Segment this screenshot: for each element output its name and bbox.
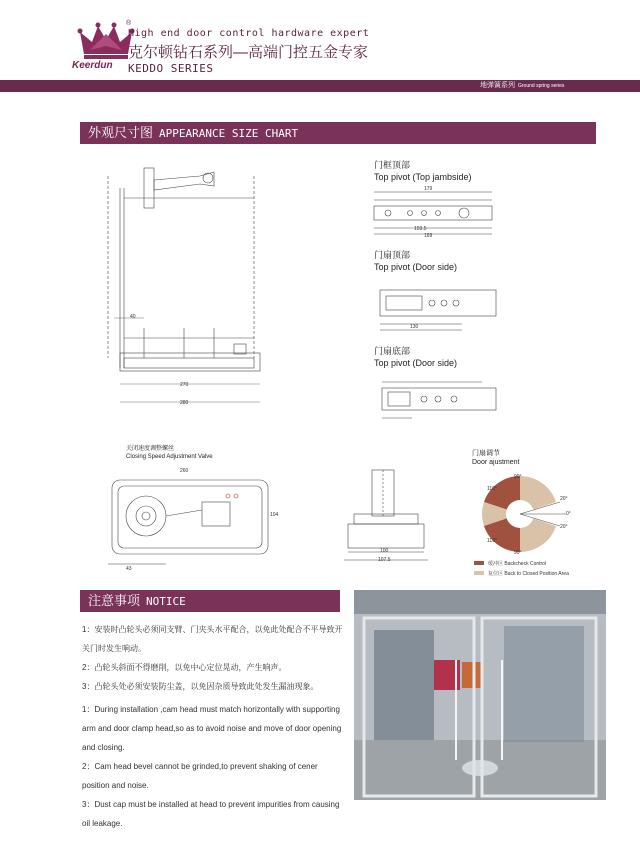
dim-270: 270 xyxy=(180,382,189,388)
dim-40: 40 xyxy=(130,314,136,320)
brand-name: Keerdun xyxy=(72,60,113,71)
legend-backcheck-swatch xyxy=(474,561,484,565)
legend-closed-text: 复位区 Back to Closed Position Area xyxy=(488,571,569,577)
appearance-title-cn: 外观尺寸图 xyxy=(88,125,154,140)
legend-backcheck-text: 缓冲区 Backcheck Control xyxy=(488,561,547,567)
category-tag xyxy=(472,80,572,92)
dim-159: 159.5 xyxy=(414,226,427,232)
notice-en-1: 1：During installation ,cam head must match horizontally with supporting arm and door clamp head,so as to avoid noise and move of door opening and closing. xyxy=(82,705,342,752)
notice-cn-3: 3：凸轮头处必须安装防尘盖，以免因杂质导致此处发生漏油现象。 xyxy=(82,682,319,691)
dim-100: 100 xyxy=(380,548,389,554)
registered-mark: ® xyxy=(126,20,132,27)
valve-label-cn: 关闭速度调整螺丝 xyxy=(126,446,175,452)
category-cn: 地弹簧系列 xyxy=(480,82,515,89)
top-doorside-cn: 门扇顶部 xyxy=(374,250,411,260)
top-jambside-cn: 门框顶部 xyxy=(374,160,411,170)
dim-130: 130 xyxy=(410,324,419,330)
notice-title-cn: 注意事项 xyxy=(88,593,141,608)
notice-title-en: NOTICE xyxy=(146,595,186,608)
angle-90-bottom: 90° xyxy=(514,550,522,556)
valve-label-en: Closing Speed Adjustment Valve xyxy=(126,454,213,460)
notice-en-3: 3：Dust cap must be installed at head to prevent impurities from causing oil leakage. xyxy=(82,800,340,828)
angle-0: 0° xyxy=(566,511,571,517)
top-jambside-drawing xyxy=(368,184,498,240)
dim-43: 43 xyxy=(126,566,132,572)
dim-107: 107.5 xyxy=(378,557,391,563)
angle-110-bottom: 110° xyxy=(487,538,497,544)
notice-section-header xyxy=(80,590,340,612)
legend-backcheck xyxy=(474,560,546,567)
legend-closed xyxy=(474,570,569,577)
dim-280: 280 xyxy=(180,400,189,406)
dim-169: 169 xyxy=(424,233,433,239)
angle-110-top: 110° xyxy=(487,486,497,492)
glass-door-photo xyxy=(354,590,606,800)
notice-cn-1: 1：安装时凸轮头必须同支臂、门夹头水平配合，以免此处配合不平导致开关门时发生响动。 xyxy=(82,625,343,653)
bottom-doorside-en: Top pivot (Door side) xyxy=(374,358,458,368)
tagline-en: High end door control hardware expert xyxy=(128,28,370,39)
top-jambside-en: Top pivot (Top jambside) xyxy=(374,172,472,182)
dim-179: 179 xyxy=(424,186,433,192)
notice-cn-2: 2：凸轮头斜面不得磨削，以免中心定位晃动，产生响声。 xyxy=(82,663,287,672)
plan-view-drawing xyxy=(106,474,279,570)
series-name: KEDDO SERIES xyxy=(128,62,214,75)
tagline-cn: 克尔顿钻石系列—高端门控五金专家 xyxy=(128,44,369,61)
category-en: Ground spring series xyxy=(518,83,565,89)
angle-90-top: 90° xyxy=(514,474,522,480)
bottom-doorside-drawing xyxy=(372,376,498,424)
appearance-section-header xyxy=(80,122,596,144)
door-adjust-cn: 门扇调节 xyxy=(472,450,500,457)
main-side-drawing xyxy=(104,158,280,420)
door-adjust-en: Door ajustment xyxy=(472,459,520,466)
notice-text xyxy=(82,620,344,833)
angle-20-top: 20° xyxy=(560,496,568,502)
dim-104: 104 xyxy=(270,512,279,518)
bottom-doorside-cn: 门扇底部 xyxy=(374,346,411,356)
top-doorside-drawing xyxy=(372,280,498,336)
top-doorside-en: Top pivot (Door side) xyxy=(374,262,458,272)
appearance-title-en: APPEARANCE SIZE CHART xyxy=(159,127,299,140)
notice-en-2: 2：Cam head bevel cannot be grinded,to prevent shaking of cener position and noise. xyxy=(82,762,318,790)
dim-260: 260 xyxy=(180,468,189,474)
angle-20-bottom: 20° xyxy=(560,524,568,530)
legend-closed-swatch xyxy=(474,571,484,575)
